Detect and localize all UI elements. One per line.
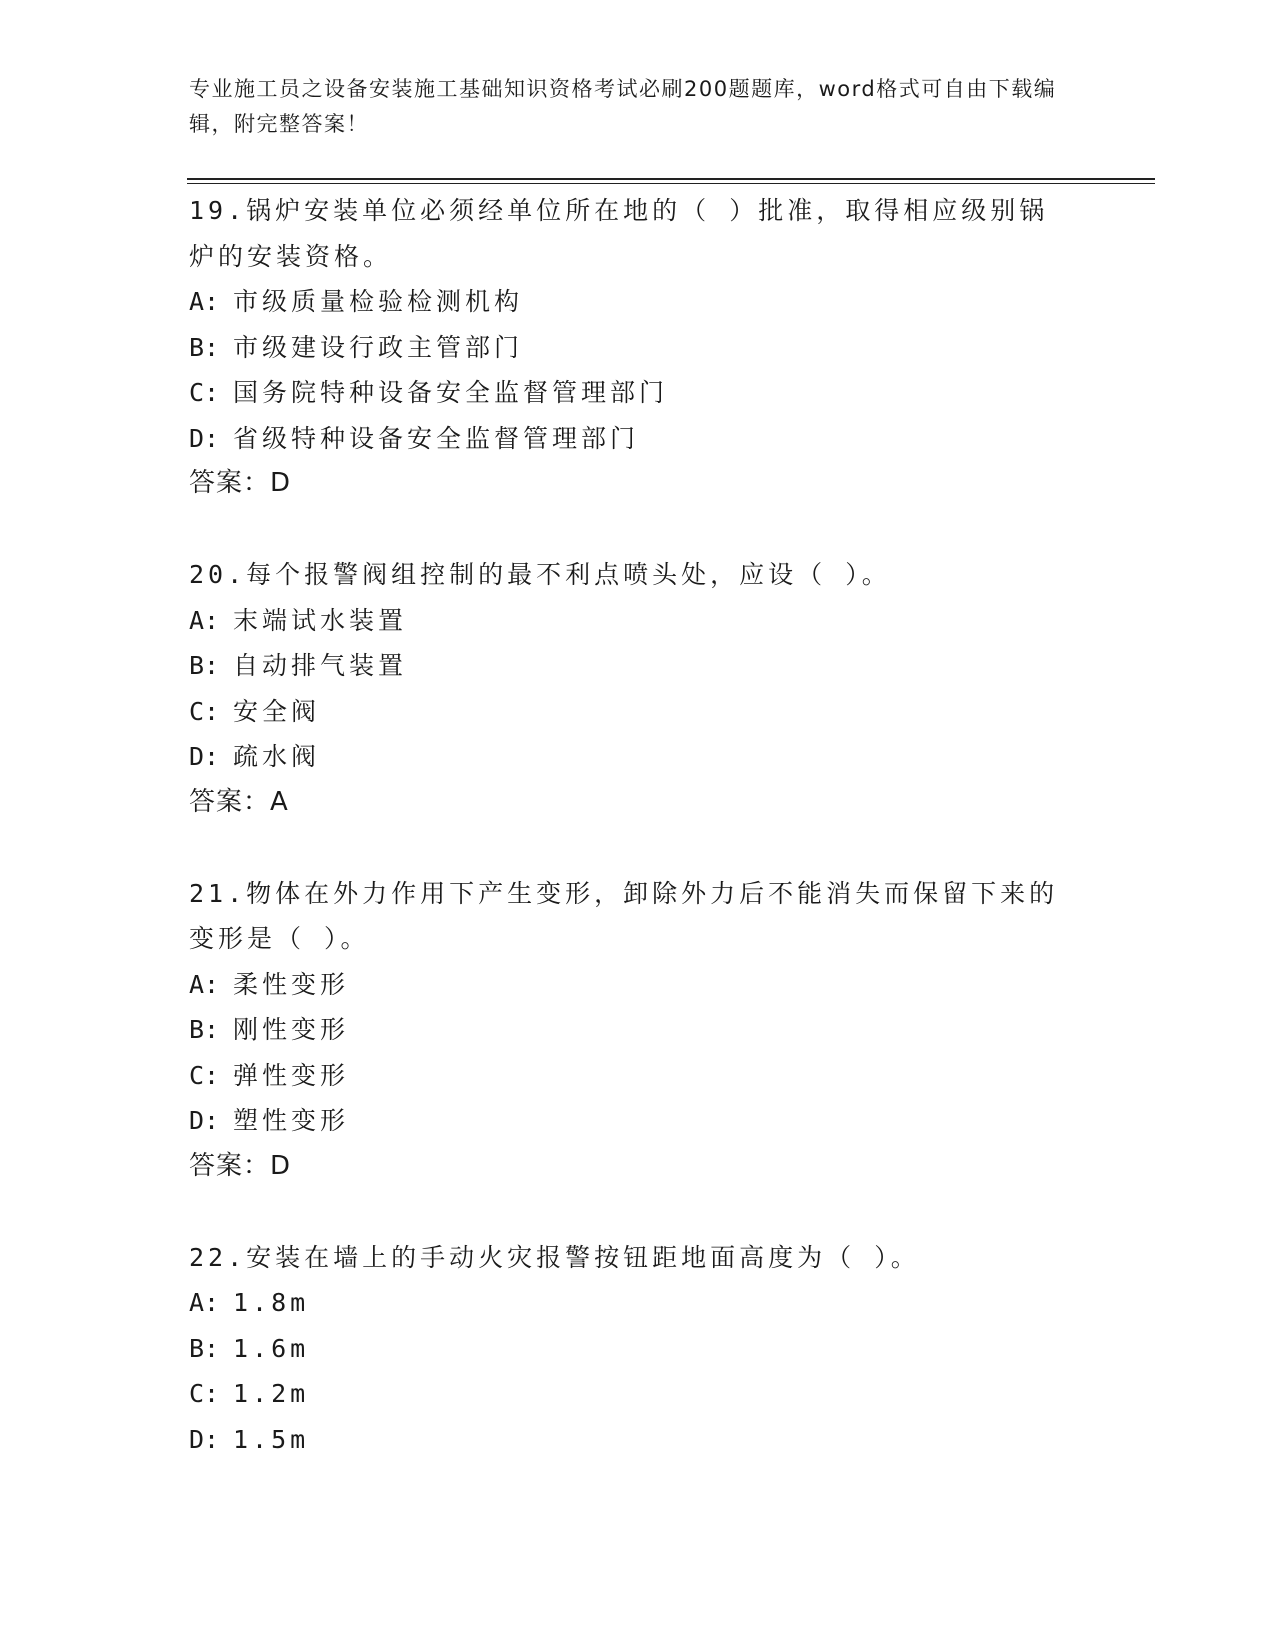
option-text: 1.6m bbox=[233, 1333, 310, 1363]
question-19 bbox=[189, 188, 1089, 506]
option-label: C: bbox=[189, 696, 220, 726]
option-label: D: bbox=[189, 423, 220, 453]
option-b bbox=[189, 1007, 1089, 1053]
option-text: 末端试水装置 bbox=[233, 605, 408, 635]
question-stem: 21.物体在外力作用下产生变形，卸除外力后不能消失而保留下来的变形是（ ）。 bbox=[189, 878, 1059, 953]
question-21 bbox=[189, 871, 1089, 1189]
option-label: A: bbox=[189, 605, 220, 635]
option-d bbox=[189, 734, 1089, 780]
option-text: 自动排气装置 bbox=[233, 651, 408, 680]
option-text: 市级质量检验检测机构 bbox=[233, 287, 524, 316]
question-20 bbox=[189, 552, 1089, 825]
option-text: 刚性变形 bbox=[233, 1015, 350, 1044]
option-text: 1.2m bbox=[233, 1379, 310, 1408]
document-header: 专业施工员之设备安装施工基础知识资格考试必刷200题题库，word格式可自由下载编辑，附完整答案！ bbox=[189, 77, 1057, 136]
option-text: 市级建设行政主管部门 bbox=[233, 332, 524, 362]
option-b bbox=[189, 643, 1089, 689]
question-stem: 22.安装在墙上的手动火灾报警按钮距地面高度为（ ）。 bbox=[189, 1242, 920, 1272]
option-label: D: bbox=[189, 1106, 220, 1135]
option-label: D: bbox=[189, 1424, 220, 1454]
option-text: 1.8m bbox=[233, 1288, 310, 1317]
option-c bbox=[189, 370, 1089, 416]
option-label: B: bbox=[189, 651, 220, 680]
option-label: A: bbox=[189, 1288, 220, 1317]
option-label: B: bbox=[189, 332, 220, 362]
option-c bbox=[189, 689, 1089, 735]
answer-line: 答案：A bbox=[189, 786, 289, 817]
option-text: 1.5m bbox=[233, 1424, 310, 1454]
question-stem: 19.锅炉安装单位必须经单位所在地的（ ）批准，取得相应级别锅炉的安装资格。 bbox=[189, 196, 1049, 271]
option-c bbox=[189, 1371, 1089, 1417]
header-divider bbox=[187, 178, 1155, 184]
option-b bbox=[189, 325, 1089, 371]
question-22 bbox=[189, 1235, 1089, 1463]
option-label: A: bbox=[189, 287, 220, 316]
question-list bbox=[189, 188, 1089, 1508]
answer-line: 答案：D bbox=[189, 1150, 292, 1181]
option-label: C: bbox=[189, 1060, 220, 1090]
option-a bbox=[189, 1280, 1089, 1326]
option-label: C: bbox=[189, 1379, 220, 1408]
option-a bbox=[189, 962, 1089, 1008]
option-text: 弹性变形 bbox=[233, 1060, 350, 1090]
option-label: B: bbox=[189, 1015, 220, 1044]
answer-line: 答案：D bbox=[189, 468, 292, 498]
option-text: 安全阀 bbox=[233, 696, 321, 726]
option-a bbox=[189, 598, 1089, 644]
option-a bbox=[189, 279, 1089, 325]
option-label: A: bbox=[189, 969, 220, 999]
option-c bbox=[189, 1053, 1089, 1099]
option-label: B: bbox=[189, 1333, 220, 1363]
option-d bbox=[189, 1098, 1089, 1144]
option-text: 省级特种设备安全监督管理部门 bbox=[233, 423, 640, 453]
question-stem: 20.每个报警阀组控制的最不利点喷头处，应设（ ）。 bbox=[189, 560, 891, 589]
option-label: C: bbox=[189, 378, 220, 407]
option-text: 国务院特种设备安全监督管理部门 bbox=[233, 378, 669, 407]
option-d bbox=[189, 1417, 1089, 1463]
option-text: 塑性变形 bbox=[233, 1106, 350, 1135]
option-b bbox=[189, 1326, 1089, 1372]
option-label: D: bbox=[189, 742, 220, 771]
option-d bbox=[189, 416, 1089, 462]
option-text: 柔性变形 bbox=[233, 969, 350, 999]
option-text: 疏水阀 bbox=[233, 742, 321, 771]
